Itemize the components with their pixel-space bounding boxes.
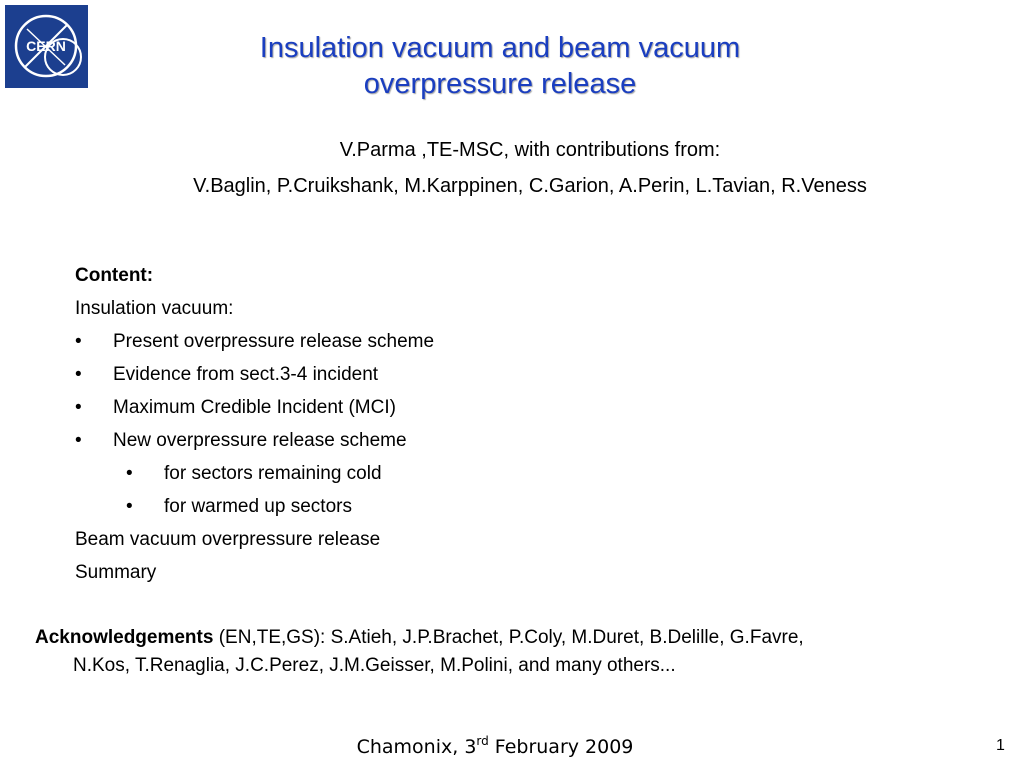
cern-logo: [5, 5, 88, 88]
content-heading: Content:: [75, 265, 154, 286]
list-item-text: Present overpressure release scheme: [113, 331, 435, 352]
list-item: [75, 429, 775, 462]
list-item: [75, 495, 775, 528]
list-item: [75, 297, 775, 330]
slide-title: [200, 30, 800, 102]
bullet-icon: •: [126, 496, 133, 517]
list-item-text: Evidence from sect.3-4 incident: [113, 364, 379, 385]
list-item: [75, 396, 775, 429]
list-item: [75, 561, 775, 594]
acknowledgements: [35, 624, 995, 680]
list-item: [75, 528, 775, 561]
list-item-text: Maximum Credible Incident (MCI): [113, 397, 396, 418]
title-line-1: Insulation vacuum and beam vacuum: [259, 32, 741, 64]
list-item: [75, 462, 775, 495]
list-item-text: Summary: [75, 562, 157, 583]
list-item: [75, 363, 775, 396]
list-item-text: for sectors remaining cold: [164, 463, 382, 484]
logo-text: CERN: [26, 38, 66, 54]
bullet-icon: •: [75, 364, 82, 385]
acknowledgements-label: Acknowledgements: [35, 627, 214, 648]
list-item-text: New overpressure release scheme: [113, 430, 407, 451]
footer-place: Chamonix, 3: [356, 736, 477, 758]
list-item-text: Insulation vacuum:: [75, 298, 234, 319]
list-item: [75, 330, 775, 363]
bullet-icon: •: [75, 430, 82, 451]
bullet-icon: •: [75, 331, 82, 352]
footer-date: [250, 736, 740, 758]
list-item-text: for warmed up sectors: [164, 496, 352, 517]
bullet-icon: •: [126, 463, 133, 484]
authors-line-1: V.Parma ,TE-MSC, with contributions from:: [339, 139, 721, 161]
acknowledgements-line-1: (EN,TE,GS): S.Atieh, J.P.Brachet, P.Coly, M.Duret, B.Delille, G.Favre,: [213, 627, 804, 648]
bullet-icon: •: [75, 397, 82, 418]
footer-ordinal: rd: [476, 734, 489, 748]
footer-month-year: February 2009: [488, 736, 634, 758]
title-line-2: overpressure release: [363, 68, 637, 100]
content-list: [75, 264, 775, 594]
list-item-text: Beam vacuum overpressure release: [75, 529, 381, 550]
page-number: 1: [996, 737, 1005, 754]
authors-line-2: V.Baglin, P.Cruikshank, M.Karppinen, C.Garion, A.Perin, L.Tavian, R.Veness: [193, 175, 867, 197]
acknowledgements-line-2: N.Kos, T.Renaglia, J.C.Perez, J.M.Geisser, M.Polini, and many others...: [73, 655, 676, 676]
